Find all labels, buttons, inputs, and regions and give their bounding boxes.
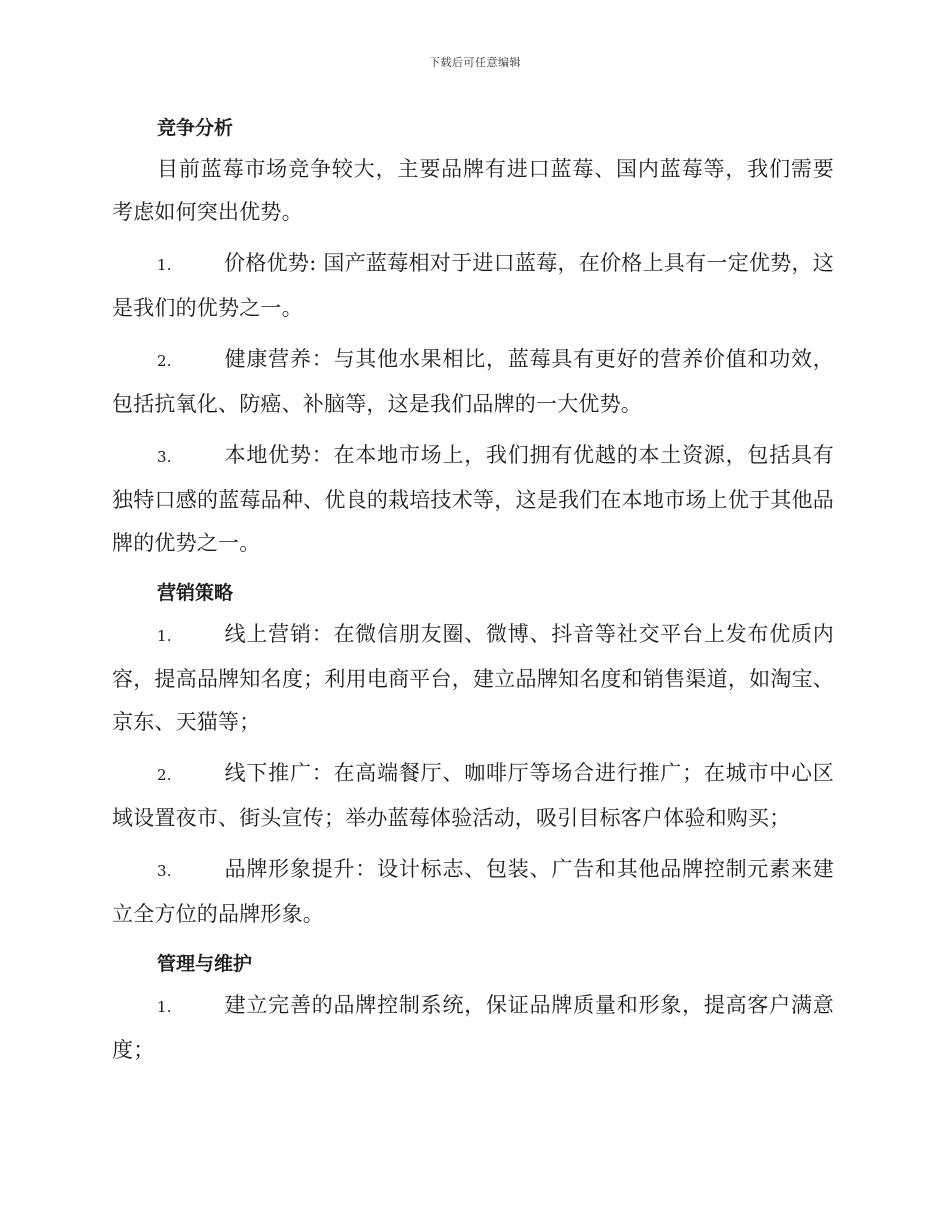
list-item <box>112 984 834 1072</box>
list-number: 1. <box>157 627 172 645</box>
section-management-maintenance <box>112 944 834 1072</box>
list-number: 3. <box>157 448 172 466</box>
list-item <box>112 613 834 744</box>
list-item <box>112 848 834 936</box>
list-item-text: 线下推广：在高端餐厅、咖啡厅等场合进行推广；在城市中心区域设置夜市、街头宣传；举办蓝莓体验活动，吸引目标客户体验和购买； <box>112 761 834 830</box>
section-heading: 管理与维护 <box>157 953 253 975</box>
list-item <box>112 242 834 330</box>
list-item <box>112 752 834 840</box>
section-heading: 竞争分析 <box>157 117 234 139</box>
list-item <box>112 434 834 565</box>
list-item <box>112 338 834 426</box>
list-item-text: 建立完善的品牌控制系统，保证品牌质量和形象，提高客户满意度； <box>112 993 834 1062</box>
list-item-text: 品牌形象提升：设计标志、包装、广告和其他品牌控制元素来建立全方位的品牌形象。 <box>112 857 834 926</box>
list-item-text: 线上营销：在微信朋友圈、微博、抖音等社交平台上发布优质内容，提高品牌知名度；利用电商平台，建立品牌知名度和销售渠道，如淘宝、京东、天猫等； <box>112 622 834 734</box>
list-number: 2. <box>157 352 172 370</box>
list-item-text: 价格优势: 国产蓝莓相对于进口蓝莓，在价格上具有一定优势，这是我们的优势之一。 <box>112 251 834 320</box>
section-heading: 营销策略 <box>157 582 234 604</box>
section-intro: 目前蓝莓市场竞争较大，主要品牌有进口蓝莓、国内蓝莓等，我们需要考虑如何突出优势。 <box>112 157 834 224</box>
list-number: 1. <box>157 998 172 1016</box>
section-marketing-strategy <box>112 573 834 936</box>
list-item-text: 健康营养：与其他水果相比，蓝莓具有更好的营养价值和功效，包括抗氧化、防癌、补脑等，这是我们品牌的一大优势。 <box>112 347 834 416</box>
list-number: 3. <box>157 862 172 880</box>
list-number: 2. <box>157 766 172 784</box>
section-competition-analysis <box>112 108 834 565</box>
list-number: 1. <box>157 256 172 274</box>
page-header: 下载后可任意编辑 <box>429 56 521 69</box>
list-item-text: 本地优势：在本地市场上，我们拥有优越的本土资源，包括具有独特口感的蓝莓品种、优良的栽培技术等，这是我们在本地市场上优于其他品牌的优势之一。 <box>112 443 834 555</box>
document-body <box>112 108 834 1080</box>
